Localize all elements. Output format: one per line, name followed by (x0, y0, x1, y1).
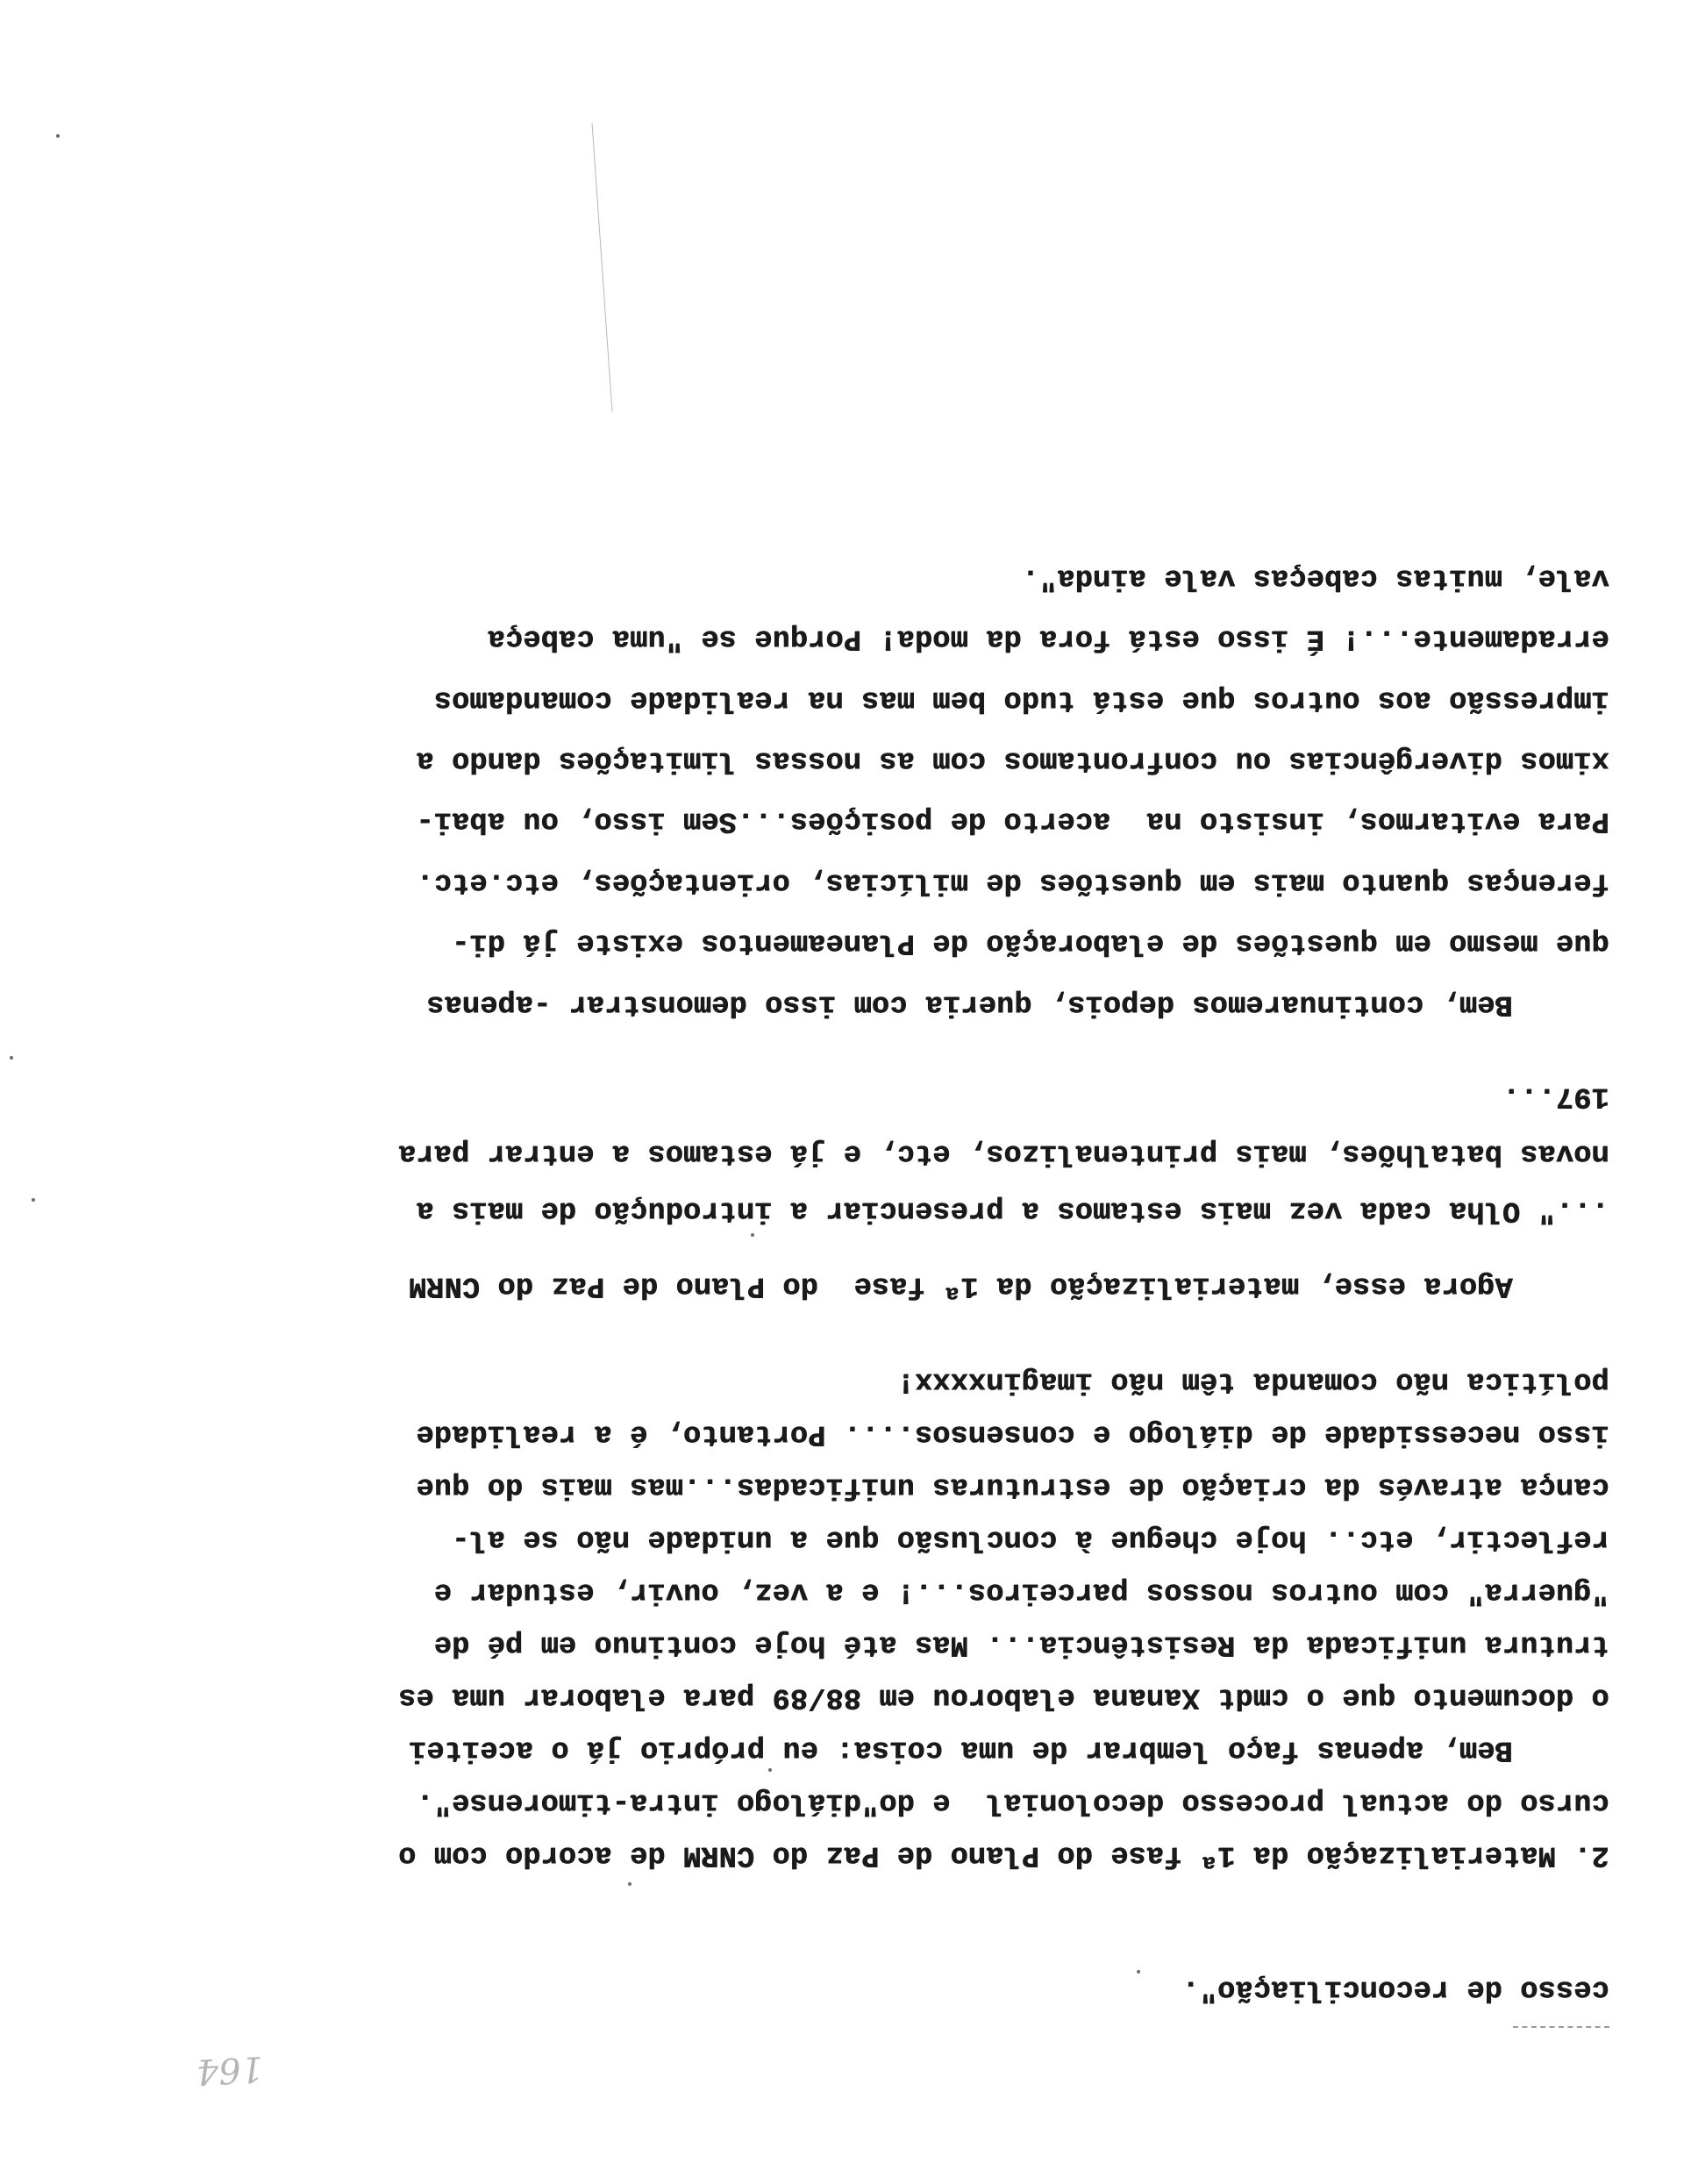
text-line: "guerra" com outros nossos parceiros...! e a vez, ouvir, estudar e (433, 1575, 1609, 1609)
text-line: cança através da criação de estruturas unificadas...mas mais do que (416, 1470, 1609, 1503)
text-line: isso necessidade de diálogo e consensos.... Portanto, é a realidade (416, 1417, 1609, 1451)
text-line: curso do actual processo decolonial e do"diálogo intra-timorense". (416, 1786, 1609, 1819)
text-line: Bem, apenas faço lembrar de uma coisa: eu próprio já o aceitei (409, 1733, 1513, 1766)
text-line: impressão aos outros que está tudo bem mas na realidade comandamos (433, 683, 1609, 717)
text-line: 2. Materialização da 1ª fase do Plano de Paz do CNRM de acordo com o (398, 1838, 1609, 1872)
scan-speck (768, 1768, 772, 1772)
text-line: cesso de reconciliação". (1181, 1973, 1609, 2006)
scan-speck (56, 134, 60, 138)
text-line: novas batalhões, mais printenalizos, etc, e já estamos a entrar para (398, 1137, 1609, 1170)
scan-speck (1137, 1970, 1140, 1973)
scan-speck (628, 1882, 632, 1886)
text-line: que mesmo em questões de elaboração de Planeamentos existe já di- (452, 926, 1609, 960)
text-line: trutura unificada da Resistência... Mas até hoje continuo em pé de (433, 1628, 1609, 1661)
scan-speck (32, 1198, 35, 1202)
text-line: erradamente...! É isso está fora da moda! Porque se "uma cabeça (487, 622, 1609, 655)
text-line: ..." Olha cada vez mais estamos a presenciar a introdução de mais a (416, 1194, 1609, 1227)
text-line: Agora esse, materialização da 1ª fase do Plano de Paz do CNRM (409, 1269, 1513, 1303)
text-line: ximos divergências ou confrontamos com as nossas limitações dando a (416, 744, 1609, 777)
text-line: vale, muitas cabeças vale ainda". (1021, 561, 1609, 595)
text-line: 197... (1502, 1080, 1609, 1113)
scan-speck (10, 1056, 13, 1060)
text-line: ferenças quanto mais em questões de milícias, orientações, etc.etc. (416, 866, 1609, 899)
text-line: Bem, continuaremos depois, queria com isso demonstrar -apenas (426, 988, 1513, 1021)
scan-speck (751, 1233, 754, 1237)
text-line: política não comanda têm não imaginxxxx! (896, 1365, 1609, 1398)
paper-fold-mark (591, 123, 612, 411)
dashed-rule (1513, 2026, 1609, 2028)
text-line: o documento que o cmdt Xanana elaborou em 88/89 para elaborar uma es (398, 1681, 1609, 1714)
text-line: Para evitarmos, insisto na acerto de posições...Sem isso, ou abai- (416, 804, 1609, 838)
handwritten-page-number: 164 (195, 2048, 265, 2092)
text-line: reflectir, etc.. hoje chegue à conclusão que a unidade não se al- (452, 1523, 1609, 1556)
